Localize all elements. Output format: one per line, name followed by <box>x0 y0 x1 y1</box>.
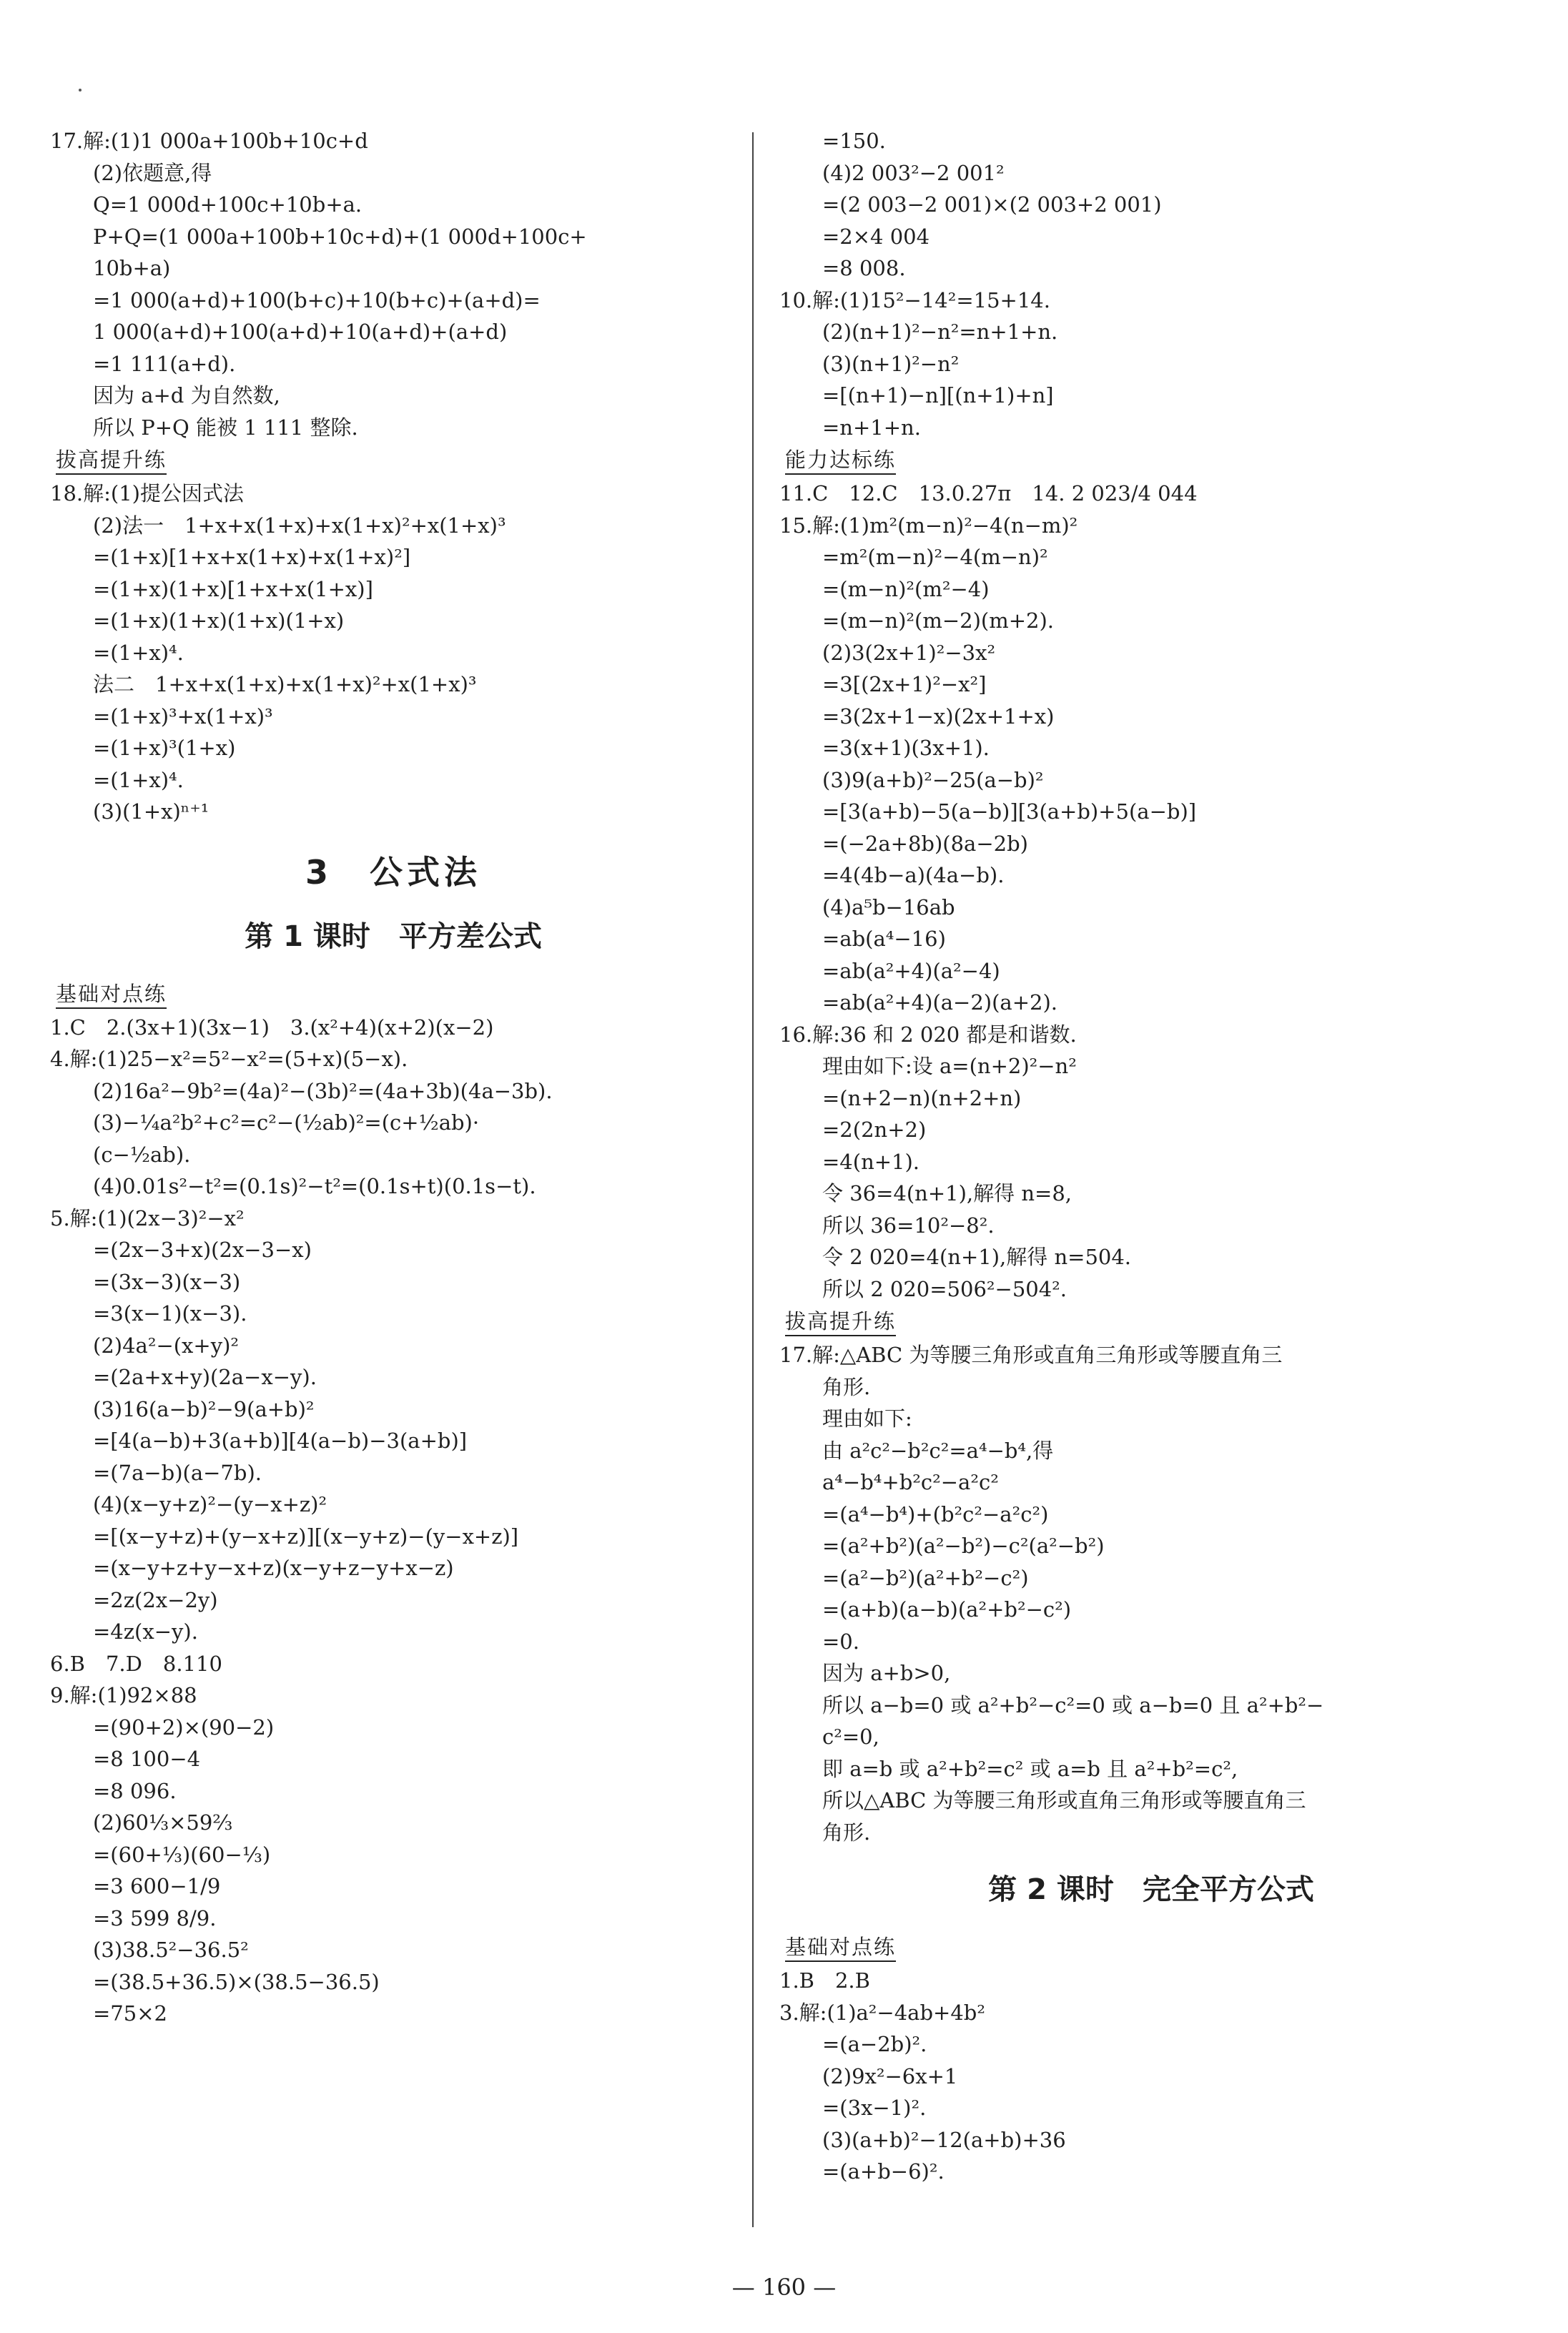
text-line: =3[(2x+1)²−x²] <box>822 672 987 696</box>
text-line: =3 599 8/9. <box>93 1905 217 1930</box>
text-line: =4(4b−a)(4a−b). <box>822 863 1005 887</box>
lesson-title: 第 2 课时 完全平方公式 <box>988 1873 1314 1906</box>
text-line: =8 096. <box>93 1778 177 1803</box>
text-line: =(2a+x+y)(2a−x−y). <box>93 1365 317 1389</box>
text-line: 17.解:△ABC 为等腰三角形或直角三角形或等腰直角三 <box>779 1343 1283 1367</box>
text-line: =0. <box>822 1629 859 1654</box>
text-line: 9.解:(1)92×88 <box>50 1683 197 1707</box>
text-line: =3(2x+1−x)(2x+1+x) <box>822 704 1055 729</box>
text-line: =(a+b)(a−b)(a²+b²−c²) <box>822 1597 1072 1622</box>
text-line: =(−2a+8b)(8a−2b) <box>822 831 1028 856</box>
text-line: 理由如下: <box>822 1406 912 1431</box>
text-line: 由 a²c²−b²c²=a⁴−b⁴,得 <box>822 1438 1054 1463</box>
text-line: 所以 2 020=506²−504². <box>822 1276 1067 1301</box>
text-line: 所以 P+Q 能被 1 111 整除. <box>93 415 358 440</box>
page-number: — 160 — <box>731 2274 837 2301</box>
text-line: =(m−n)²(m²−4) <box>822 576 990 601</box>
text-line: =(a−2b)². <box>822 2032 927 2056</box>
text-line: =(1+x)[1+x+x(1+x)+x(1+x)²] <box>93 545 411 569</box>
text-line: 角形. <box>822 1820 871 1845</box>
chapter-title: 3 公式法 <box>305 852 481 892</box>
text-line: (3)(a+b)²−12(a+b)+36 <box>822 2127 1066 2152</box>
text-line: 所以△ABC 为等腰三角形或直角三角形或等腰直角三 <box>822 1788 1306 1812</box>
text-line: =(a²−b²)(a²+b²−c²) <box>822 1565 1029 1590</box>
text-line: (2)(n+1)²−n²=n+1+n. <box>822 320 1058 344</box>
text-line: 18.解:(1)提公因式法 <box>50 481 244 505</box>
text-line: =1 111(a+d). <box>93 351 236 376</box>
text-line: =(38.5+36.5)×(38.5−36.5) <box>93 1969 380 1994</box>
text-line: =(x−y+z+y−x+z)(x−y+z−y+x−z) <box>93 1556 454 1580</box>
text-line: (4)a⁵b−16ab <box>822 894 955 919</box>
text-line: (3)16(a−b)²−9(a+b)² <box>93 1396 315 1421</box>
text-line: 法二 1+x+x(1+x)+x(1+x)²+x(1+x)³ <box>93 672 477 696</box>
text-line: =[(n+1)−n][(n+1)+n] <box>822 383 1054 408</box>
text-line: =(7a−b)(a−7b). <box>93 1460 262 1485</box>
text-line: =4(n+1). <box>822 1149 920 1174</box>
text-line: =(1+x)⁴. <box>93 767 184 792</box>
text-line: (2)4a²−(x+y)² <box>93 1333 240 1358</box>
text-line: =n+1+n. <box>822 415 921 440</box>
text-line: =ab(a²+4)(a−2)(a+2). <box>822 990 1057 1015</box>
section-heading: 拔高提升练 <box>785 1308 896 1336</box>
text-line: =(m−n)²(m−2)(m+2). <box>822 608 1054 633</box>
text-line: =ab(a²+4)(a²−4) <box>822 958 1000 983</box>
text-line: =(2x−3+x)(2x−3−x) <box>93 1238 312 1262</box>
text-line: =(3x−3)(x−3) <box>93 1269 241 1294</box>
text-line: =(a+b−6)². <box>822 2159 945 2184</box>
text-line: (4)2 003²−2 001² <box>822 160 1005 185</box>
text-line: =8 008. <box>822 256 906 280</box>
left-column <box>50 125 736 2030</box>
text-line: =75×2 <box>93 2001 167 2026</box>
text-line: (2)16a²−9b²=(4a)²−(3b)²=(4a+3b)(4a−3b). <box>93 1078 553 1103</box>
text-line: =(1+x)(1+x)[1+x+x(1+x)] <box>93 576 373 601</box>
text-line: 令 36=4(n+1),解得 n=8, <box>822 1181 1073 1205</box>
text-line: P+Q=(1 000a+100b+10c+d)+(1 000d+100c+ <box>93 224 587 249</box>
text-line: =3 600−1/9 <box>93 1874 221 1898</box>
text-line: (4)0.01s²−t²=(0.1s)²−t²=(0.1s+t)(0.1s−t). <box>93 1174 536 1198</box>
text-line: =8 100−4 <box>93 1747 201 1771</box>
text-line: =1 000(a+d)+100(b+c)+10(b+c)+(a+d)= <box>93 287 541 312</box>
text-line: 6.B 7.D 8.110 <box>50 1651 222 1676</box>
text-line: =4z(x−y). <box>93 1619 198 1644</box>
text-line: 1 000(a+d)+100(a+d)+10(a+d)+(a+d) <box>93 320 508 344</box>
text-line: 15.解:(1)m²(m−n)²−4(n−m)² <box>779 513 1078 538</box>
text-line: =[4(a−b)+3(a+b)][4(a−b)−3(a+b)] <box>93 1429 468 1453</box>
text-line: 因为 a+b>0, <box>822 1661 951 1685</box>
text-line: =[3(a+b)−5(a−b)][3(a+b)+5(a−b)] <box>822 799 1197 824</box>
text-line: 令 2 020=4(n+1),解得 n=504. <box>822 1245 1132 1269</box>
text-line: (3)9(a+b)²−25(a−b)² <box>822 767 1044 792</box>
text-line: 所以 a−b=0 或 a²+b²−c²=0 或 a−b=0 且 a²+b²− <box>822 1692 1324 1717</box>
text-line: =(90+2)×(90−2) <box>93 1715 275 1740</box>
text-line: =2(2n+2) <box>822 1118 927 1142</box>
text-line: =(a²+b²)(a²−b²)−c²(a²−b²) <box>822 1534 1105 1558</box>
section-heading: 能力达标练 <box>785 446 896 475</box>
text-line: (2)9x²−6x+1 <box>822 2063 958 2088</box>
text-line: =(60+⅓)(60−⅓) <box>93 1842 271 1867</box>
text-line: (2)60⅓×59⅔ <box>93 1810 233 1835</box>
text-line: a⁴−b⁴+b²c²−a²c² <box>822 1470 999 1494</box>
text-line: 即 a=b 或 a²+b²=c² 或 a=b 且 a²+b²=c², <box>822 1756 1238 1781</box>
text-line: (4)(x−y+z)²−(y−x+z)² <box>93 1492 327 1516</box>
text-line: 理由如下:设 a=(n+2)²−n² <box>822 1054 1077 1078</box>
text-line: 角形. <box>822 1374 871 1399</box>
text-line: 11.C 12.C 13.0.27π 14. 2 023/4 044 <box>779 481 1198 505</box>
lesson-title: 第 1 课时 平方差公式 <box>245 919 542 953</box>
text-line: (2)依题意,得 <box>93 160 212 185</box>
text-line: (3)38.5²−36.5² <box>93 1938 249 1962</box>
text-line: =[(x−y+z)+(y−x+z)][(x−y+z)−(y−x+z)] <box>93 1524 519 1549</box>
text-line: =2×4 004 <box>822 224 930 249</box>
text-line: =3(x−1)(x−3). <box>93 1301 247 1326</box>
text-line: Q=1 000d+100c+10b+a. <box>93 192 363 217</box>
section-heading: 拔高提升练 <box>56 446 167 475</box>
text-line: 3.解:(1)a²−4ab+4b² <box>779 2000 985 2025</box>
text-line: =m²(m−n)²−4(m−n)² <box>822 545 1048 569</box>
text-line: =(3x−1)². <box>822 2096 927 2120</box>
text-line: (3)(1+x)ⁿ⁺¹ <box>93 799 209 824</box>
text-line: c²=0, <box>822 1725 879 1749</box>
text-line: 5.解:(1)(2x−3)²−x² <box>50 1205 245 1230</box>
text-line: 10.解:(1)15²−14²=15+14. <box>779 287 1050 312</box>
text-line: =2z(2x−2y) <box>93 1587 218 1612</box>
text-line: (2)法一 1+x+x(1+x)+x(1+x)²+x(1+x)³ <box>93 513 506 538</box>
text-line: =(1+x)³+x(1+x)³ <box>93 704 273 729</box>
text-line: =150. <box>822 129 886 153</box>
text-line: =ab(a⁴−16) <box>822 927 946 951</box>
text-line: 4.解:(1)25−x²=5²−x²=(5+x)(5−x). <box>50 1047 408 1071</box>
text-line: =(1+x)³(1+x) <box>93 736 236 760</box>
scan-speck <box>79 89 82 92</box>
text-line: (2)3(2x+1)²−3x² <box>822 640 996 665</box>
right-column <box>779 125 1523 2188</box>
text-line: 16.解:36 和 2 020 都是和谐数. <box>779 1022 1077 1047</box>
text-line: (3)(n+1)²−n² <box>822 351 960 376</box>
column-divider <box>752 132 754 2227</box>
text-line: 所以 36=10²−8². <box>822 1213 995 1238</box>
text-line: (c−½ab). <box>93 1142 191 1167</box>
text-line: =(2 003−2 001)×(2 003+2 001) <box>822 192 1162 217</box>
text-line: =(a⁴−b⁴)+(b²c²−a²c²) <box>822 1501 1049 1526</box>
text-line: =3(x+1)(3x+1). <box>822 736 990 760</box>
text-line: 1.B 2.B <box>779 1968 870 1993</box>
text-line: 1.C 2.(3x+1)(3x−1) 3.(x²+4)(x+2)(x−2) <box>50 1015 494 1040</box>
text-line: 因为 a+d 为自然数, <box>93 383 280 408</box>
text-line: 17.解:(1)1 000a+100b+10c+d <box>50 129 368 153</box>
text-line: =(1+x)(1+x)(1+x)(1+x) <box>93 608 345 633</box>
text-line: (3)−¼a²b²+c²=c²−(½ab)²=(c+½ab)· <box>93 1110 480 1135</box>
text-line: 10b+a) <box>93 256 171 280</box>
section-heading: 基础对点练 <box>785 1933 896 1962</box>
section-heading: 基础对点练 <box>56 980 167 1009</box>
text-line: =(n+2−n)(n+2+n) <box>822 1085 1022 1110</box>
text-line: =(1+x)⁴. <box>93 640 184 665</box>
